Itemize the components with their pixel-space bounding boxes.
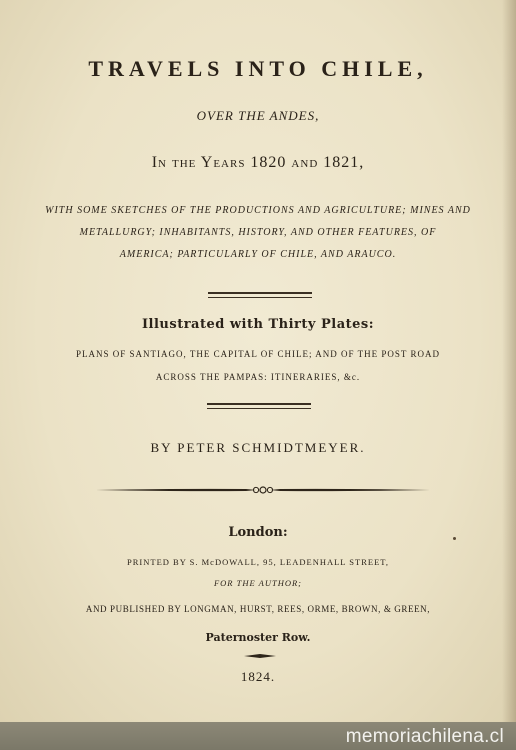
years-line: In the Years 1820 and 1821, <box>151 154 365 171</box>
double-rule-bottom <box>207 408 311 409</box>
ornamental-rule <box>96 484 430 496</box>
publication-year: 1824. <box>240 669 276 684</box>
site-watermark: memoriachilena.cl <box>345 726 504 747</box>
double-rule-bottom <box>208 297 312 298</box>
for-author-line: FOR THE AUTHOR; <box>213 578 303 588</box>
printer-line: PRINTED BY S. McDOWALL, 95, LEADENHALL STREET, <box>127 557 389 567</box>
book-title: TRAVELS INTO CHILE, <box>88 56 428 81</box>
author-line: BY PETER SCHMIDTMEYER. <box>150 440 366 455</box>
description-line: AMERICA; PARTICULARLY OF CHILE, AND ARAUCO. <box>119 249 397 260</box>
publisher-line: AND PUBLISHED BY LONGMAN, HURST, REES, ORME, BROWN, & GREEN, <box>85 604 431 614</box>
book-subtitle: OVER THE ANDES, <box>196 108 320 123</box>
address-line: Paternoster Row. <box>205 631 311 644</box>
paper-speck <box>453 537 456 540</box>
description-line: WITH SOME SKETCHES OF THE PRODUCTIONS AND AGRICULTURE; MINES AND <box>45 205 471 216</box>
description-line: METALLURGY; INHABITANTS, HISTORY, AND OTHER FEATURES, OF <box>79 227 437 238</box>
plans-line: PLANS OF SANTIAGO, THE CAPITAL OF CHILE; AND OF THE POST ROAD <box>76 349 440 359</box>
double-rule-top <box>207 403 311 405</box>
small-ornament <box>244 652 276 660</box>
city-line: London: <box>228 525 288 540</box>
plans-line: ACROSS THE PAMPAS: ITINERARIES, &c. <box>155 372 361 382</box>
double-rule-top <box>208 292 312 294</box>
illustrated-line: Illustrated with Thirty Plates: <box>141 317 375 332</box>
